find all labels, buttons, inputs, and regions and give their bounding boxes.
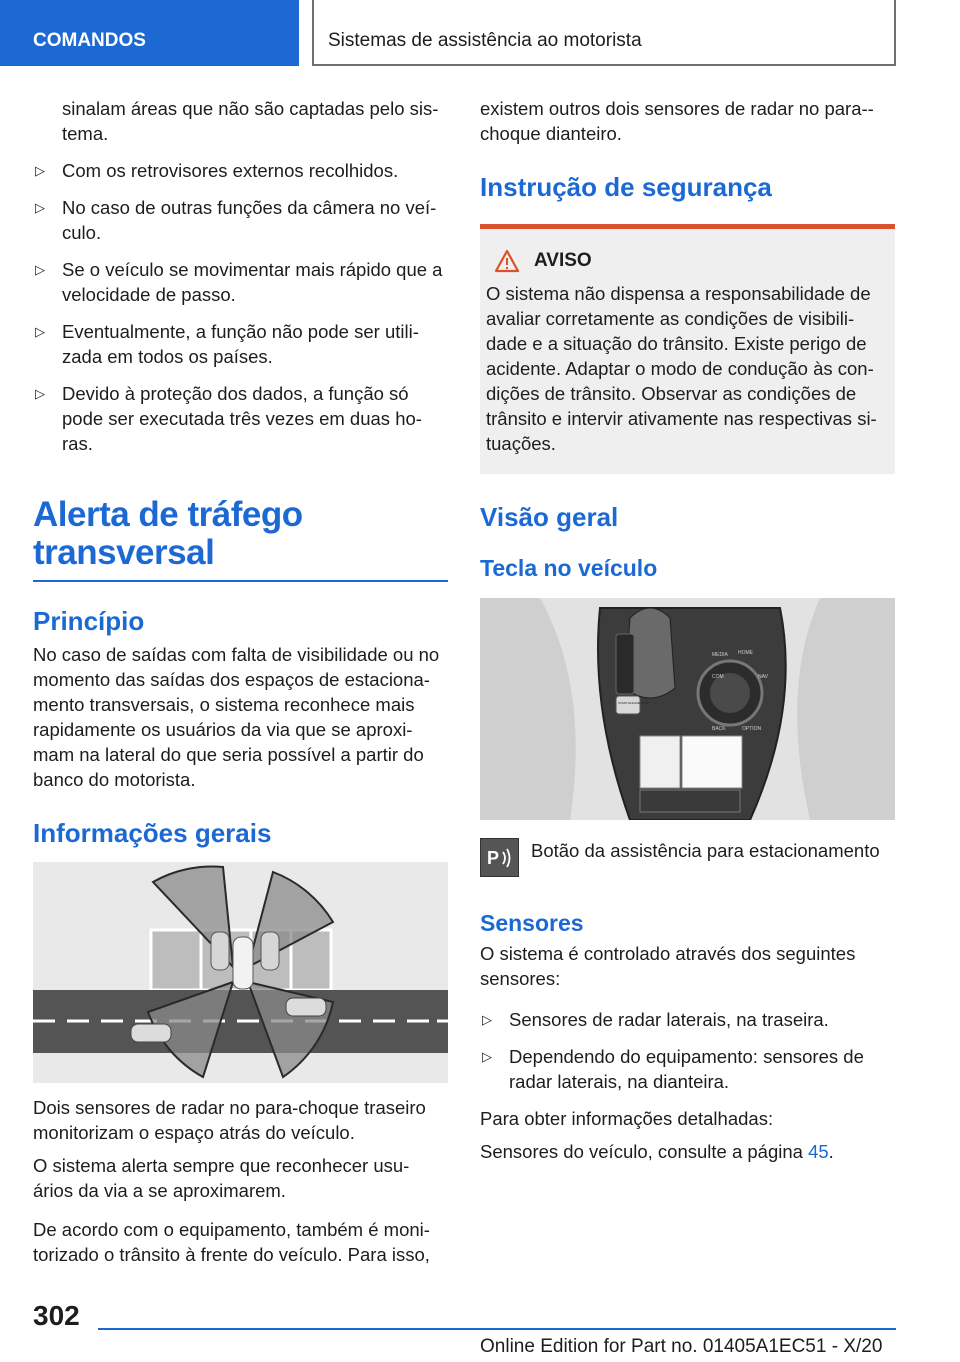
console-label: NAV [758, 674, 768, 680]
list-item [33, 257, 448, 307]
list-item [480, 1007, 895, 1032]
list-item-text: Devido à proteção dos dados, a função só pode ser executada três vezes em duas ho-ras. [62, 383, 422, 454]
list-item [33, 158, 448, 183]
page-reference-link[interactable]: 45 [808, 1141, 829, 1162]
list-item-text: Eventualmente, a função não pode ser utili-zada em todos os países. [62, 321, 419, 367]
key-heading: Tecla no veículo [480, 555, 658, 581]
sensors-heading: Sensores [480, 910, 584, 936]
right-column [480, 96, 895, 1172]
principle-heading: Princípio [33, 606, 145, 636]
principle-text: No caso de saídas com falta de visibilidade ou no momento das saídas dos espaços de estaciona-mento transversais, o sistema reconhece mais rapidamente os usuários da via que se aproxi-mam na lateral do que seria possível a partir do banco do motorista. [33, 644, 440, 790]
left-column [33, 96, 448, 1275]
center-console-photo [480, 598, 895, 820]
front-traffic-paragraph: De acordo com o equipamento, também é moni-torizado o trânsito à frente do veículo. Para isso, [33, 1219, 430, 1265]
header-section-tab [0, 0, 299, 66]
parking-assist-key-row [480, 838, 895, 877]
general-info-heading: Informações gerais [33, 818, 272, 848]
reference-text: Sensores do veículo, consulte a página [480, 1141, 809, 1162]
warning-label: AVISO [534, 250, 592, 271]
list-item-text: No caso de outras funções da câmera no veí-culo. [62, 197, 437, 243]
overview-heading: Visão geral [480, 502, 619, 532]
console-label: MEDIA [712, 652, 728, 658]
page-reference [480, 1139, 895, 1164]
warning-header [486, 247, 883, 275]
triangle-bullet-icon: ▷ [35, 200, 45, 215]
console-label: COM [712, 674, 724, 680]
sensors-text: O sistema é controlado através dos seguintes sensores: [480, 943, 856, 989]
triangle-bullet-icon: ▷ [35, 324, 45, 339]
more-info-text: Para obter informações detalhadas: [480, 1108, 774, 1129]
list-item [33, 195, 448, 245]
button-description: Botão da assistência para estacionamento [531, 840, 880, 861]
warning-box [480, 229, 895, 474]
list-item-text: Sensores de radar laterais, na traseira. [509, 1009, 829, 1030]
section-title: Alerta de tráfego transversal [33, 496, 448, 582]
header-section-label: COMANDOS [33, 30, 146, 51]
list-item-text: Dependendo do equipamento: sensores de radar laterais, na dianteira. [509, 1046, 864, 1092]
list-item [33, 381, 448, 456]
console-label: OPTION [742, 726, 762, 732]
header-chapter-label: Sistemas de assistência ao motorista [328, 30, 642, 51]
cross-traffic-illustration [33, 862, 448, 1083]
cross-traffic-diagram [33, 862, 448, 1083]
safety-heading: Instrução de segurança [480, 172, 895, 229]
warning-triangle-icon [494, 249, 520, 273]
list-item [480, 1044, 895, 1094]
continued-text: existem outros dois sensores de radar no para--choque dianteiro. [480, 98, 874, 144]
list-item [33, 319, 448, 369]
console-label: HOME [738, 650, 753, 656]
triangle-bullet-icon: ▷ [35, 386, 45, 401]
triangle-bullet-icon: ▷ [35, 163, 45, 178]
header-chapter-tab [312, 0, 896, 66]
page-number: 302 [33, 1300, 80, 1331]
svg-text:P: P [486, 847, 499, 868]
triangle-bullet-icon: ▷ [482, 1012, 492, 1027]
start-stop-label: START ENGINE STOP [618, 701, 649, 705]
console-label: BACK [712, 726, 726, 732]
triangle-bullet-icon: ▷ [35, 262, 45, 277]
parking-assistant-icon [480, 838, 519, 877]
footer-rule [98, 1328, 896, 1330]
center-console-drawing [480, 598, 895, 820]
footer-edition: Online Edition for Part no. 01405A1EC51 - X/20 [480, 1336, 883, 1357]
warning-text: O sistema não dispensa a responsabilidade de avaliar corretamente as condições de visibili-dade e a situação do trânsito. Existe perigo de acidente. Adaptar o modo de condução às con-dições de trânsito. Observar as condições de trânsito e intervir ativamente nas respectivas si-tuações. [486, 283, 877, 454]
list-item-text: Com os retrovisores externos recolhidos. [62, 160, 399, 181]
list-item-text: Se o veículo se movimentar mais rápido que a velocidade de passo. [62, 259, 443, 305]
triangle-bullet-icon: ▷ [482, 1049, 492, 1064]
continued-text: sinalam áreas que não são captadas pelo sis-tema. [62, 98, 439, 144]
radar-paragraph: Dois sensores de radar no para-choque traseiro monitorizam o espaço atrás do veículo. [33, 1097, 426, 1143]
alert-paragraph: O sistema alerta sempre que reconhecer usu-ários da via a se aproximarem. [33, 1155, 410, 1201]
reference-end: . [828, 1141, 834, 1162]
